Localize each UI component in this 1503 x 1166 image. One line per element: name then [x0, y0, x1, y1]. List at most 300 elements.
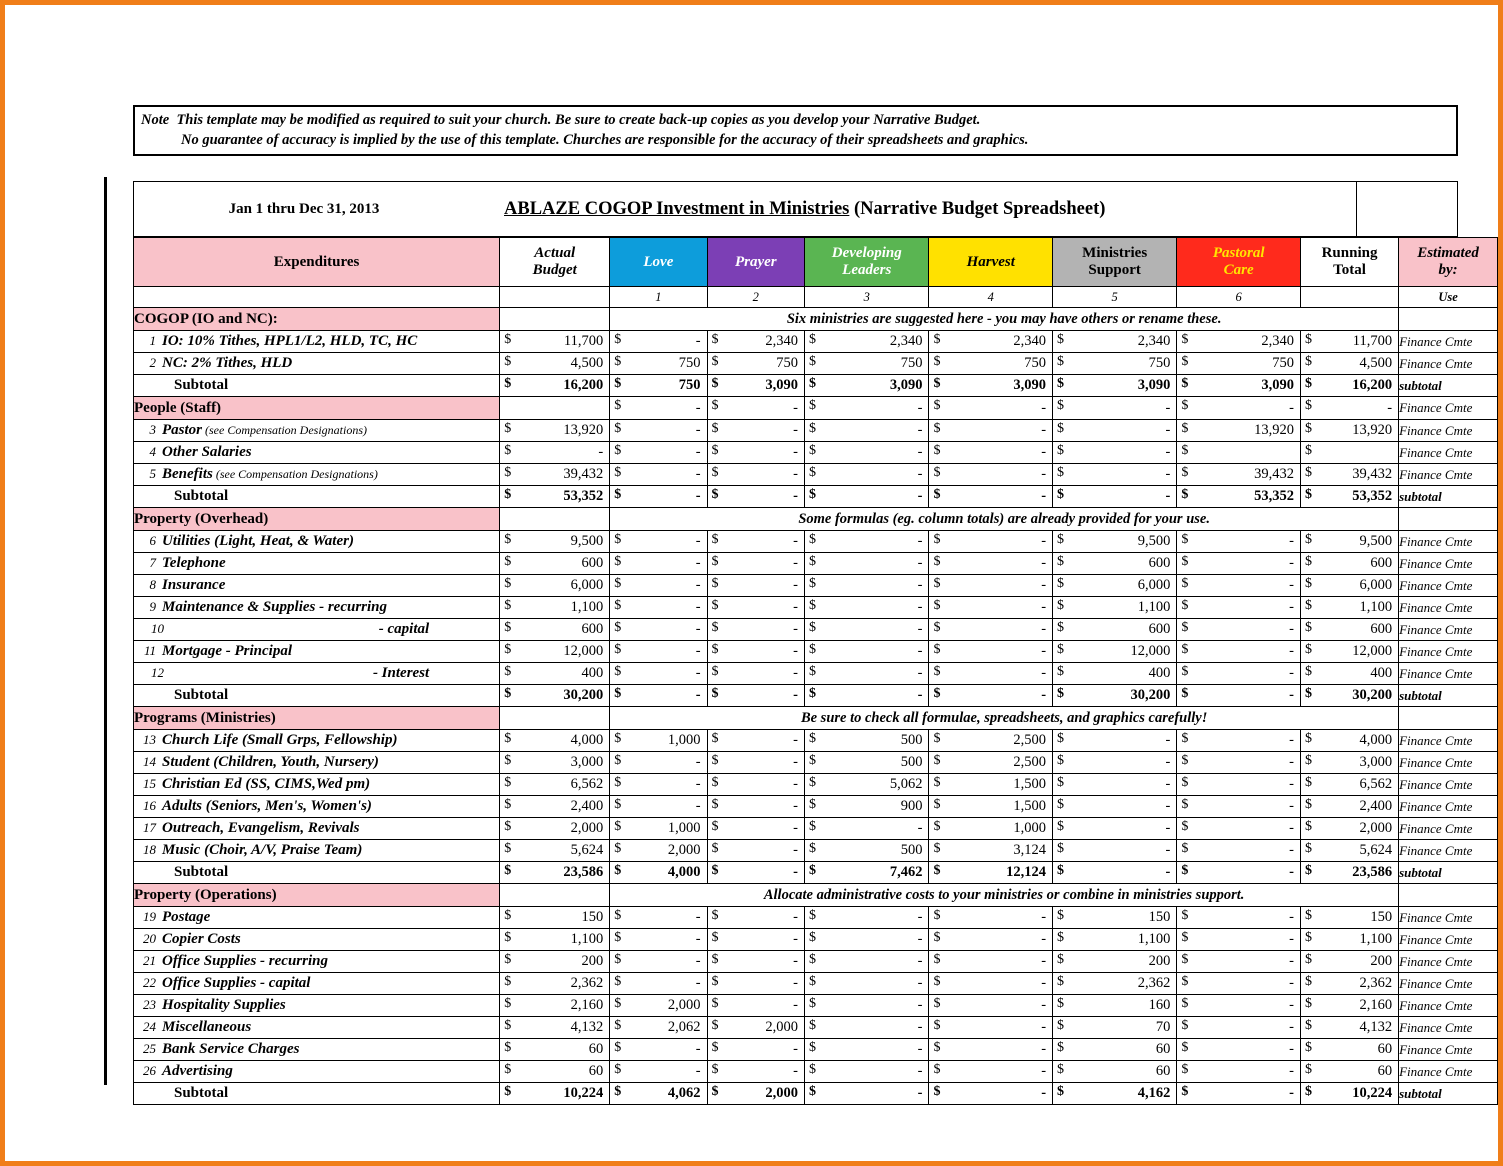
ministry-cell-2[interactable]: [707, 331, 804, 353]
ministry-cell-5[interactable]: [1053, 553, 1177, 575]
ministry-cell-3[interactable]: [804, 840, 929, 862]
ministry-cell-2[interactable]: [707, 730, 804, 752]
ministry-cell-6[interactable]: [1177, 1017, 1301, 1039]
ministry-cell-2[interactable]: [707, 796, 804, 818]
actual-budget-cell[interactable]: [500, 907, 610, 929]
subtotal-ministry-1[interactable]: [610, 375, 707, 397]
ministry-cell-3[interactable]: [804, 774, 929, 796]
table-row[interactable]: [134, 597, 1498, 619]
subtotal-ministry-4[interactable]: [929, 1083, 1053, 1105]
ministry-cell-6[interactable]: [1177, 663, 1301, 685]
ministry-cell-6[interactable]: [1177, 995, 1301, 1017]
ministry-cell-5[interactable]: [1053, 752, 1177, 774]
subtotal-ministry-5[interactable]: [1053, 1083, 1177, 1105]
ministry-cell-4[interactable]: [929, 840, 1053, 862]
estimated-by-cell: Finance Cmte: [1399, 397, 1498, 420]
ministry-cell-3[interactable]: [804, 818, 929, 840]
ministry-cell-1[interactable]: [610, 1061, 707, 1083]
ministry-cell-5[interactable]: [1053, 464, 1177, 486]
ministry-cell-2[interactable]: [707, 619, 804, 641]
ministry-cell-3[interactable]: [804, 619, 929, 641]
actual-budget-cell[interactable]: [500, 929, 610, 951]
ministry-cell-5[interactable]: [1053, 774, 1177, 796]
dollar-sign: $: [1057, 1018, 1065, 1033]
ministry-cell-6[interactable]: [1177, 641, 1301, 663]
actual-budget-cell[interactable]: [500, 973, 610, 995]
running-total-cell[interactable]: [1301, 531, 1399, 553]
running-total-cell[interactable]: [1301, 575, 1399, 597]
ministry-cell-2[interactable]: [707, 641, 804, 663]
ministry-cell-5[interactable]: [1053, 995, 1177, 1017]
table-row[interactable]: [134, 1039, 1498, 1061]
running-total-cell[interactable]: [1301, 840, 1399, 862]
table-row[interactable]: [134, 929, 1498, 951]
running-total-cell[interactable]: [1301, 752, 1399, 774]
running-total-cell[interactable]: [1301, 597, 1399, 619]
ministry-cell-4[interactable]: [929, 353, 1053, 375]
ministry-cell-3[interactable]: [804, 353, 929, 375]
ministry-cell-1[interactable]: [610, 973, 707, 995]
subtotal-ministry-2[interactable]: [707, 685, 804, 707]
running-total-cell[interactable]: [1301, 907, 1399, 929]
table-row[interactable]: [134, 995, 1498, 1017]
running-total-cell[interactable]: [1301, 973, 1399, 995]
ministry-cell-5[interactable]: [1053, 353, 1177, 375]
table-row[interactable]: [134, 442, 1498, 464]
actual-budget-cell[interactable]: [500, 818, 610, 840]
section-head-cell-5[interactable]: [1053, 397, 1177, 420]
table-row[interactable]: [134, 531, 1498, 553]
subtotal-running-total[interactable]: [1301, 1083, 1399, 1105]
subtotal-actual-budget[interactable]: [500, 862, 610, 884]
ministry-cell-2[interactable]: [707, 575, 804, 597]
table-row[interactable]: [134, 575, 1498, 597]
ministry-cell-5[interactable]: [1053, 929, 1177, 951]
actual-budget-cell[interactable]: [500, 663, 610, 685]
actual-budget-cell[interactable]: [500, 553, 610, 575]
ministry-cell-5[interactable]: [1053, 730, 1177, 752]
ministry-cell-5[interactable]: [1053, 1039, 1177, 1061]
table-row[interactable]: [134, 331, 1498, 353]
actual-budget-cell[interactable]: [500, 420, 610, 442]
subtotal-ministry-4[interactable]: [929, 486, 1053, 508]
ministry-cell-4[interactable]: [929, 929, 1053, 951]
running-total-cell[interactable]: [1301, 641, 1399, 663]
table-row[interactable]: [134, 420, 1498, 442]
ministry-cell-4[interactable]: [929, 907, 1053, 929]
actual-budget-cell[interactable]: [500, 353, 610, 375]
ministry-cell-4[interactable]: [929, 1061, 1053, 1083]
actual-budget-cell[interactable]: [500, 1017, 610, 1039]
ministry-cell-6[interactable]: [1177, 619, 1301, 641]
ministry-cell-2[interactable]: [707, 353, 804, 375]
actual-budget-cell[interactable]: [500, 1061, 610, 1083]
cell-value: -: [1041, 997, 1047, 1013]
ministry-cell-1[interactable]: [610, 420, 707, 442]
running-total-cell[interactable]: [1301, 420, 1399, 442]
ministry-cell-6[interactable]: [1177, 929, 1301, 951]
actual-budget-cell[interactable]: [500, 619, 610, 641]
running-total-cell[interactable]: [1301, 442, 1399, 464]
ministry-cell-6[interactable]: [1177, 553, 1301, 575]
ministry-cell-1[interactable]: [610, 840, 707, 862]
ministry-cell-6[interactable]: [1177, 752, 1301, 774]
ministry-cell-1[interactable]: [610, 641, 707, 663]
ministry-cell-1[interactable]: [610, 929, 707, 951]
ministry-cell-6[interactable]: [1177, 464, 1301, 486]
table-row[interactable]: [134, 951, 1498, 973]
ministry-cell-1[interactable]: [610, 774, 707, 796]
table-row[interactable]: [134, 464, 1498, 486]
actual-budget-cell[interactable]: [500, 1039, 610, 1061]
running-total-cell[interactable]: [1301, 1061, 1399, 1083]
ministry-cell-1[interactable]: [610, 796, 707, 818]
actual-budget-cell[interactable]: [500, 597, 610, 619]
table-row[interactable]: [134, 663, 1498, 685]
subtotal-ministry-2[interactable]: [707, 486, 804, 508]
ministry-cell-3[interactable]: [804, 973, 929, 995]
ministry-cell-6[interactable]: [1177, 420, 1301, 442]
actual-budget-cell[interactable]: [500, 730, 610, 752]
running-total-cell[interactable]: [1301, 464, 1399, 486]
ministry-cell-4[interactable]: [929, 553, 1053, 575]
actual-budget-cell[interactable]: [500, 575, 610, 597]
ministry-cell-4[interactable]: [929, 951, 1053, 973]
subtotal-ministry-3[interactable]: [804, 862, 929, 884]
ministry-cell-5[interactable]: [1053, 531, 1177, 553]
subtotal-ministry-6[interactable]: [1177, 375, 1301, 397]
subtotal-ministry-1[interactable]: [610, 685, 707, 707]
ministry-cell-6[interactable]: [1177, 951, 1301, 973]
table-row[interactable]: [134, 907, 1498, 929]
ministry-cell-4[interactable]: [929, 641, 1053, 663]
ministry-cell-4[interactable]: [929, 818, 1053, 840]
subtotal-ministry-3[interactable]: [804, 685, 929, 707]
ministry-cell-5[interactable]: [1053, 1017, 1177, 1039]
ministry-cell-2[interactable]: [707, 1017, 804, 1039]
ministry-cell-2[interactable]: [707, 1061, 804, 1083]
ministry-cell-6[interactable]: [1177, 597, 1301, 619]
ministry-cell-2[interactable]: [707, 907, 804, 929]
ministry-cell-1[interactable]: [610, 597, 707, 619]
subtotal-running-total[interactable]: [1301, 862, 1399, 884]
subtotal-ministry-6[interactable]: [1177, 1083, 1301, 1105]
running-total-cell[interactable]: [1301, 796, 1399, 818]
ministry-cell-4[interactable]: [929, 796, 1053, 818]
section-budget-blank[interactable]: [500, 508, 610, 531]
section-head-cell-2[interactable]: [707, 397, 804, 420]
ministry-cell-2[interactable]: [707, 818, 804, 840]
subtotal-ministry-2[interactable]: [707, 375, 804, 397]
ministry-cell-1[interactable]: [610, 1039, 707, 1061]
ministry-cell-2[interactable]: [707, 464, 804, 486]
ministry-cell-2[interactable]: [707, 531, 804, 553]
ministry-cell-4[interactable]: [929, 464, 1053, 486]
cell-value: 150: [1148, 909, 1171, 925]
section-head-cell-4[interactable]: [929, 397, 1053, 420]
ministry-cell-4[interactable]: [929, 531, 1053, 553]
actual-budget-cell[interactable]: [500, 796, 610, 818]
ministry-cell-2[interactable]: [707, 752, 804, 774]
ministry-cell-3[interactable]: [804, 331, 929, 353]
ministry-cell-4[interactable]: [929, 663, 1053, 685]
running-total-cell[interactable]: [1301, 331, 1399, 353]
actual-budget-cell[interactable]: [500, 464, 610, 486]
subtotal-ministry-1[interactable]: [610, 1083, 707, 1105]
ministry-cell-5[interactable]: [1053, 641, 1177, 663]
subtotal-actual-budget[interactable]: [500, 486, 610, 508]
ministry-cell-5[interactable]: [1053, 331, 1177, 353]
ministry-cell-4[interactable]: [929, 752, 1053, 774]
ministry-cell-2[interactable]: [707, 1039, 804, 1061]
ministry-cell-2[interactable]: [707, 995, 804, 1017]
subtotal-ministry-4[interactable]: [929, 685, 1053, 707]
dollar-sign: $: [711, 930, 719, 945]
ministry-cell-5[interactable]: [1053, 973, 1177, 995]
running-total-cell[interactable]: [1301, 951, 1399, 973]
section-head-cell-3[interactable]: [804, 397, 929, 420]
ministry-cell-3[interactable]: [804, 995, 929, 1017]
table-row[interactable]: [134, 553, 1498, 575]
ministry-cell-1[interactable]: [610, 730, 707, 752]
ministry-cell-2[interactable]: [707, 973, 804, 995]
ministry-cell-2[interactable]: [707, 442, 804, 464]
ministry-cell-2[interactable]: [707, 951, 804, 973]
running-total-cell[interactable]: [1301, 663, 1399, 685]
ministry-cell-3[interactable]: [804, 464, 929, 486]
ministry-cell-1[interactable]: [610, 951, 707, 973]
ministry-cell-5[interactable]: [1053, 818, 1177, 840]
running-total-cell[interactable]: [1301, 353, 1399, 375]
ministry-cell-3[interactable]: [804, 442, 929, 464]
ministry-cell-2[interactable]: [707, 553, 804, 575]
ministry-cell-4[interactable]: [929, 995, 1053, 1017]
ministry-cell-2[interactable]: [707, 420, 804, 442]
ministry-cell-4[interactable]: [929, 619, 1053, 641]
ministry-cell-4[interactable]: [929, 1039, 1053, 1061]
ministry-cell-5[interactable]: [1053, 840, 1177, 862]
ministry-cell-3[interactable]: [804, 575, 929, 597]
subtotal-ministry-4[interactable]: [929, 862, 1053, 884]
ministry-cell-3[interactable]: [804, 796, 929, 818]
ministry-cell-3[interactable]: [804, 907, 929, 929]
ministry-cell-4[interactable]: [929, 973, 1053, 995]
ministry-cell-1[interactable]: [610, 553, 707, 575]
ministry-cell-5[interactable]: [1053, 420, 1177, 442]
table-row[interactable]: [134, 1061, 1498, 1083]
ministry-cell-2[interactable]: [707, 597, 804, 619]
ministry-cell-3[interactable]: [804, 420, 929, 442]
subtotal-ministry-1[interactable]: [610, 862, 707, 884]
ministry-cell-3[interactable]: [804, 929, 929, 951]
ministry-cell-6[interactable]: [1177, 907, 1301, 929]
subtotal-actual-budget[interactable]: [500, 685, 610, 707]
table-row[interactable]: [134, 730, 1498, 752]
table-row[interactable]: [134, 619, 1498, 641]
ministry-cell-4[interactable]: [929, 597, 1053, 619]
ministry-cell-5[interactable]: [1053, 575, 1177, 597]
running-total-cell[interactable]: [1301, 553, 1399, 575]
ministry-cell-6[interactable]: [1177, 774, 1301, 796]
ministry-cell-6[interactable]: [1177, 1061, 1301, 1083]
ministry-cell-3[interactable]: [804, 730, 929, 752]
ministry-cell-6[interactable]: [1177, 575, 1301, 597]
subtotal-ministry-5[interactable]: [1053, 375, 1177, 397]
ministry-cell-3[interactable]: [804, 951, 929, 973]
subtotal-ministry-4[interactable]: [929, 375, 1053, 397]
table-row[interactable]: [134, 353, 1498, 375]
subtotal-ministry-5[interactable]: [1053, 862, 1177, 884]
ministry-cell-3[interactable]: [804, 752, 929, 774]
ministry-cell-6[interactable]: [1177, 973, 1301, 995]
ministry-cell-1[interactable]: [610, 575, 707, 597]
actual-budget-cell[interactable]: [500, 641, 610, 663]
subtotal-ministry-6[interactable]: [1177, 862, 1301, 884]
subtotal-ministry-6[interactable]: [1177, 486, 1301, 508]
ministry-cell-6[interactable]: [1177, 1039, 1301, 1061]
ministry-cell-2[interactable]: [707, 929, 804, 951]
ministry-cell-6[interactable]: [1177, 442, 1301, 464]
ministry-cell-5[interactable]: [1053, 663, 1177, 685]
section-head-cell-1[interactable]: [610, 397, 707, 420]
ministry-cell-1[interactable]: [610, 752, 707, 774]
ministry-cell-4[interactable]: [929, 331, 1053, 353]
ministry-cell-1[interactable]: [610, 619, 707, 641]
ministry-cell-6[interactable]: [1177, 730, 1301, 752]
subtotal-ministry-5[interactable]: [1053, 685, 1177, 707]
subtotal-actual-budget[interactable]: [500, 1083, 610, 1105]
actual-budget-cell[interactable]: [500, 995, 610, 1017]
subtotal-ministry-3[interactable]: [804, 486, 929, 508]
ministry-cell-5[interactable]: [1053, 442, 1177, 464]
ministry-cell-4[interactable]: [929, 420, 1053, 442]
ministry-cell-5[interactable]: [1053, 619, 1177, 641]
table-row[interactable]: [134, 752, 1498, 774]
section-budget-blank[interactable]: [500, 397, 610, 420]
ministry-cell-5[interactable]: [1053, 796, 1177, 818]
ministry-cell-1[interactable]: [610, 995, 707, 1017]
ministry-cell-6[interactable]: [1177, 796, 1301, 818]
cell-value: -: [1041, 975, 1047, 991]
subtotal-running-total[interactable]: [1301, 685, 1399, 707]
ministry-cell-1[interactable]: [610, 464, 707, 486]
table-row[interactable]: [134, 796, 1498, 818]
actual-budget-cell[interactable]: [500, 951, 610, 973]
section-budget-blank[interactable]: [500, 884, 610, 907]
running-total-cell[interactable]: [1301, 818, 1399, 840]
running-total-cell[interactable]: [1301, 774, 1399, 796]
section-budget-blank[interactable]: [500, 707, 610, 730]
section-budget-blank[interactable]: [500, 308, 610, 331]
table-row[interactable]: [134, 1017, 1498, 1039]
estimated-by-cell: Finance Cmte: [1399, 840, 1498, 862]
estimated-by-cell: Finance Cmte: [1399, 774, 1498, 796]
actual-budget-cell[interactable]: [500, 752, 610, 774]
subtotal-ministry-6[interactable]: [1177, 685, 1301, 707]
ministry-cell-5[interactable]: [1053, 1061, 1177, 1083]
actual-budget-cell[interactable]: [500, 331, 610, 353]
ministry-cell-4[interactable]: [929, 442, 1053, 464]
running-total-cell[interactable]: [1301, 995, 1399, 1017]
ministry-cell-2[interactable]: [707, 840, 804, 862]
dollar-sign: $: [808, 620, 816, 635]
ministry-cell-3[interactable]: [804, 641, 929, 663]
ministry-cell-1[interactable]: [610, 442, 707, 464]
ministry-cell-4[interactable]: [929, 774, 1053, 796]
table-row[interactable]: [134, 641, 1498, 663]
ministry-cell-6[interactable]: [1177, 840, 1301, 862]
subtotal-ministry-3[interactable]: [804, 1083, 929, 1105]
section-head-cell-6[interactable]: [1177, 397, 1301, 420]
subtotal-ministry-2[interactable]: [707, 862, 804, 884]
estimated-by-cell: Finance Cmte: [1399, 730, 1498, 752]
ministry-cell-2[interactable]: [707, 774, 804, 796]
ministry-cell-5[interactable]: [1053, 907, 1177, 929]
subtotal-ministry-1[interactable]: [610, 486, 707, 508]
table-row[interactable]: [134, 818, 1498, 840]
actual-budget-cell[interactable]: [500, 840, 610, 862]
ministry-cell-6[interactable]: [1177, 331, 1301, 353]
ministry-cell-3[interactable]: [804, 531, 929, 553]
cell-value: -: [793, 399, 798, 416]
subtotal-actual-budget[interactable]: [500, 375, 610, 397]
ministry-cell-1[interactable]: [610, 818, 707, 840]
ministry-cell-1[interactable]: [610, 331, 707, 353]
ministry-cell-1[interactable]: [610, 353, 707, 375]
ministry-cell-1[interactable]: [610, 907, 707, 929]
ministry-cell-6[interactable]: [1177, 353, 1301, 375]
ministry-cell-3[interactable]: [804, 553, 929, 575]
ministry-cell-1[interactable]: [610, 1017, 707, 1039]
subtotal-ministry-5[interactable]: [1053, 486, 1177, 508]
actual-budget-cell[interactable]: [500, 531, 610, 553]
ministry-cell-3[interactable]: [804, 1061, 929, 1083]
ministry-cell-6[interactable]: [1177, 818, 1301, 840]
ministry-cell-2[interactable]: [707, 663, 804, 685]
actual-budget-cell[interactable]: [500, 442, 610, 464]
ministry-cell-1[interactable]: [610, 531, 707, 553]
ministry-cell-5[interactable]: [1053, 951, 1177, 973]
ministry-cell-3[interactable]: [804, 1017, 929, 1039]
ministry-cell-4[interactable]: [929, 1017, 1053, 1039]
dollar-sign: $: [1181, 354, 1189, 369]
ministry-cell-6[interactable]: [1177, 531, 1301, 553]
ministry-cell-3[interactable]: [804, 1039, 929, 1061]
ministry-cell-4[interactable]: [929, 730, 1053, 752]
subtotal-running-total[interactable]: [1301, 375, 1399, 397]
running-total-cell[interactable]: [1301, 1039, 1399, 1061]
section-head-running[interactable]: [1301, 397, 1399, 420]
table-row[interactable]: [134, 840, 1498, 862]
running-total-cell[interactable]: [1301, 730, 1399, 752]
ministry-cell-1[interactable]: [610, 663, 707, 685]
table-row[interactable]: [134, 774, 1498, 796]
subtotal-ministry-3[interactable]: [804, 375, 929, 397]
ministry-cell-3[interactable]: [804, 597, 929, 619]
running-total-cell[interactable]: [1301, 1017, 1399, 1039]
table-row[interactable]: [134, 973, 1498, 995]
ministry-cell-3[interactable]: [804, 663, 929, 685]
subtotal-ministry-2[interactable]: [707, 1083, 804, 1105]
dollar-sign: $: [614, 753, 622, 768]
ministry-cell-5[interactable]: [1053, 597, 1177, 619]
actual-budget-cell[interactable]: [500, 774, 610, 796]
running-total-cell[interactable]: [1301, 619, 1399, 641]
subtotal-running-total[interactable]: [1301, 486, 1399, 508]
budget-spreadsheet[interactable]: [133, 237, 1498, 1105]
running-total-cell[interactable]: [1301, 929, 1399, 951]
ministry-cell-4[interactable]: [929, 575, 1053, 597]
